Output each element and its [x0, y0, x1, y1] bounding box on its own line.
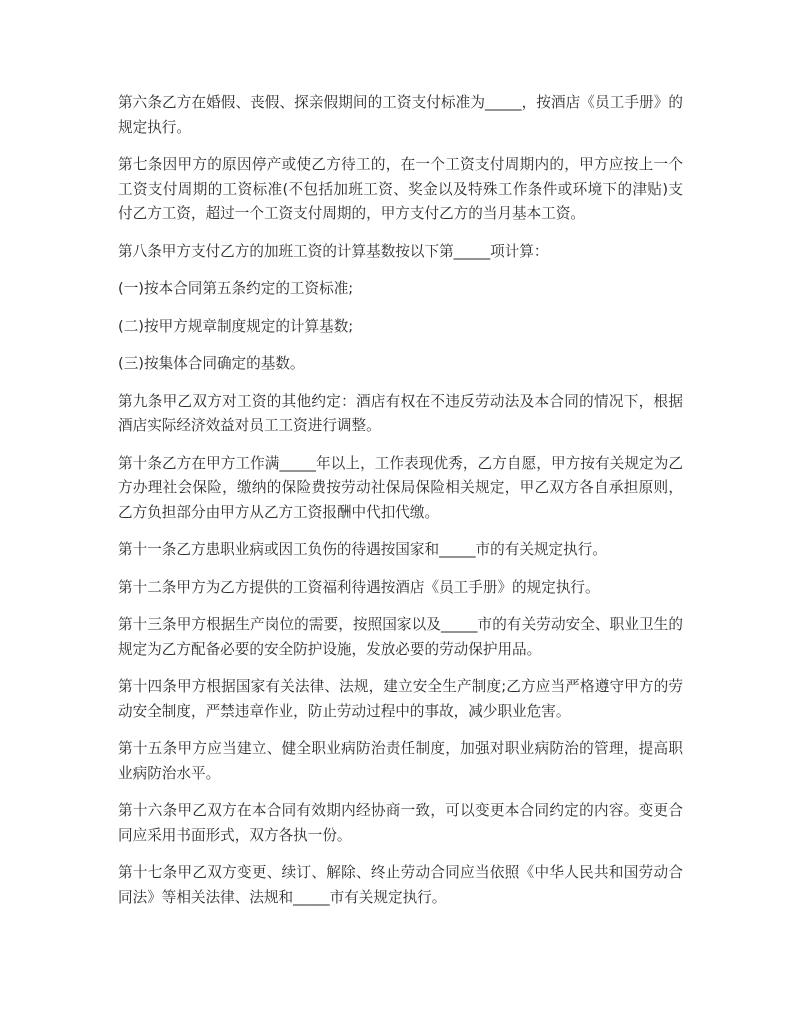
- article-7: 第七条因甲方的原因停产或使乙方待工的，在一个工资支付周期内的，甲方应按上一个工资支付周期的工资标准(不包括加班工资、奖金以及特殊工作条件或环境下的津贴)支付乙方工资，超过一个工资支付周期的，甲方支付乙方的当月基本工资。: [118, 156, 683, 222]
- article-10: 第十条乙方在甲方工作满_____年以上，工作表现优秀，乙方自愿，甲方按有关规定为乙方办理社会保险，缴纳的保险费按劳动社保局保险相关规定，甲乙双方各自承担原则，乙方负担部分由甲方从乙方工资报酬中代扣代缴。: [118, 454, 683, 521]
- article-14: 第十四条甲方根据国家有关法律、法规，建立安全生产制度;乙方应当严格遵守甲方的劳动安全制度，严禁违章作业，防止劳动过程中的事故，减少职业危害。: [118, 678, 683, 720]
- article-6: 第六条乙方在婚假、丧假、探亲假期间的工资支付标准为_____，按酒店《员工手册》的规定执行。: [118, 94, 683, 136]
- article-15: 第十五条甲方应当建立、健全职业病防治责任制度，加强对职业病防治的管理，提高职业病防治水平。: [118, 740, 683, 782]
- article-9: 第九条甲乙双方对工资的其他约定：酒店有权在不违反劳动法及本合同的情况下，根据酒店实际经济效益对员工工资进行调整。: [118, 392, 683, 434]
- article-16: 第十六条甲乙双方在本合同有效期内经协商一致，可以变更本合同约定的内容。变更合同应采用书面形式，双方各执一份。: [118, 802, 683, 844]
- article-12: 第十二条甲方为乙方提供的工资福利待遇按酒店《员工手册》的规定执行。: [118, 578, 600, 596]
- article-8-item-3: (三)按集体合同确定的基数。: [118, 355, 305, 372]
- article-8: 第八条甲方支付乙方的加班工资的计算基数按以下第_____项计算：: [118, 242, 549, 260]
- article-17: 第十七条甲乙双方变更、续订、解除、终止劳动合同应当依照《中华人民共和国劳动合同法》等相关法律、法规和_____市有关规定执行。: [118, 864, 683, 906]
- article-11: 第十一条乙方患职业病或因工负伤的待遇按国家和_____市的有关规定执行。: [118, 541, 607, 558]
- article-8-item-2: (二)按甲方规章制度规定的计算基数;: [118, 317, 354, 335]
- article-13: 第十三条甲方根据生产岗位的需要，按照国家以及_____市的有关劳动安全、职业卫生的规定为乙方配备必要的安全防护设施，发放必要的劳动保护用品。: [118, 616, 683, 658]
- article-8-item-1: (一)按本合同第五条约定的工资标准;: [118, 280, 354, 297]
